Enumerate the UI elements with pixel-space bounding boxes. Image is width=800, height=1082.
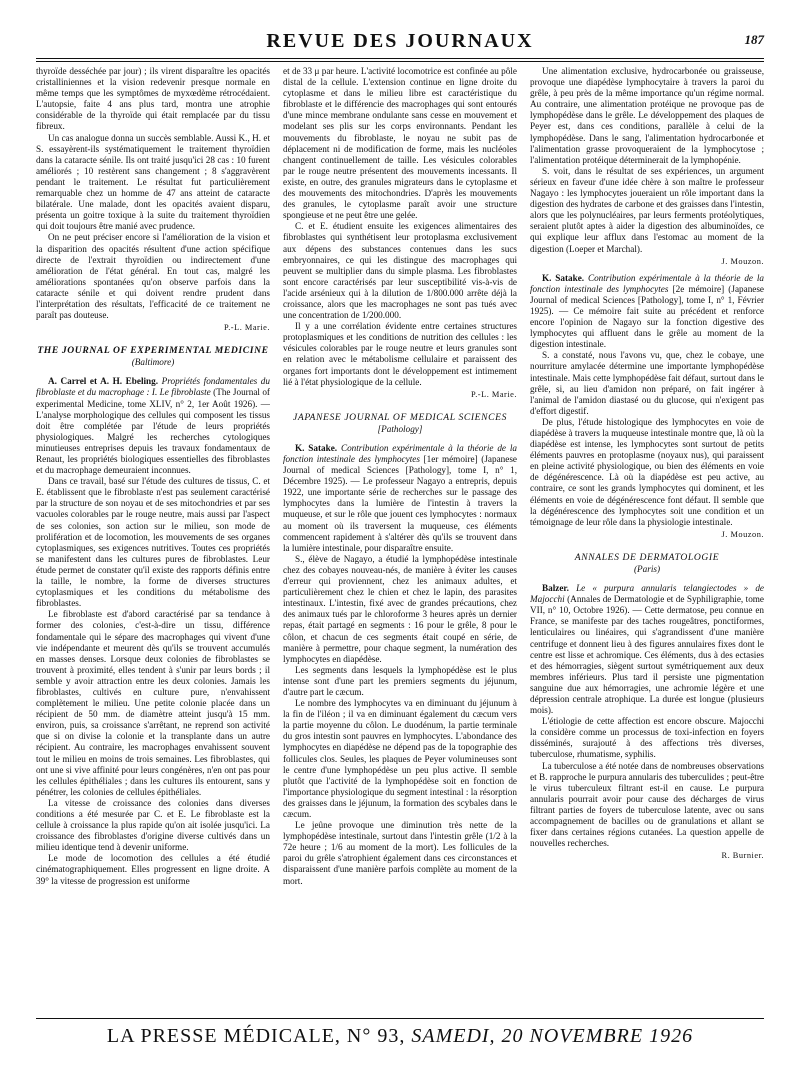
article-entry — [283, 443, 517, 554]
journal-heading: THE JOURNAL OF EXPERIMENTAL MEDICINE — [37, 345, 269, 357]
signature: P.-L. Marie. — [223, 323, 270, 333]
paragraph: La vitesse de croissance des colonies dans diverses conditions a été mesurée par C. et E. Le fibroblaste est la cellule à croissance la plus rapide qu'on ait isolée jusqu'ici. La croissance des fibroblastes d'origine diverse cultivés dans un milieu identique tend à devenir uniforme. — [36, 797, 270, 853]
journal-city: (Baltimore) — [131, 357, 175, 368]
article-columns — [36, 66, 764, 1016]
paragraph: Le fibroblaste est d'abord caractérisé par sa tendance à former des colonies, c'est-à-dire un tissu, différence fondamentale qui le sépare des macrophages qui vivent d'une vie indépendante et meurent dès qu'ils se trouvent accumulés en masses denses. Lorsque deux colonies de fibroblastes se trouvent à proximité, elles tendent à s'unir par leurs bords ; il semble y avoir attraction entre les deux colonies. Jamais les fibroblastes, cultivés en culture pure, n'envahissent complètement le milieu. Une petite colonie placée dans un récipient de 50 mm. de diamètre atteint jusqu'à 15 mm. environ, puis, sa croissance s'arrêtant, ne reprend son activité que si on divise la colonie et la transplante dans un autre récipient. Au contraire, les macrophages envahissent souvent tout le milieu en moins de trois semaines. Les fibroblastes, qui ont une si vive affinité pour leurs congénères, n'en ont pas pour les cellules épithéliales ; dans les cultures ils entourent, sans y pénétrer, les colonies de cellules épithéliales. — [36, 609, 270, 797]
article-entry — [530, 583, 764, 716]
paragraph: Les segments dans lesquels la lymphopédèse est le plus intense sont d'une part les premiers segments du jéjunum, d'autre part le cæcum. — [283, 664, 517, 697]
article-entry — [530, 273, 764, 351]
signature: J. Mouzon. — [721, 529, 764, 539]
header-rule-thin — [36, 61, 764, 62]
article-reference: (Annales de Dermatologie et de Syphiligraphie, tome VII, n° 10, Octobre 1926). — Cette dermatose, peu connue en France, se manifeste par des taches rougeâtres, ponctiformes, lenticulaires ou linéaires, qui s'agrandissent d'une manière centrifuge et donnent lieu à des figures annulaires fixes dont le centre est lisse et achromique. Ces éléments, dus à des ectasies et des hémorragies, siègent surtout symétriquement aux deux membres inférieurs. Plus tard il persiste une pigmentation sanguine due aux hémorragies, une achromie légère et une dépression centrale atrophique. La durée est longue (plusieurs mois). — [530, 594, 764, 716]
paragraph: S. voit, dans le résultat de ses expériences, un argument sérieux en faveur d'une idée chère à son maître le professeur Nagayo : les lymphocytes joueraient un rôle important dans la digestion des hydrates de carbone et des graisses dans l'intestin, alors que les polynucléaires, par leurs ferments protéolytiques, seraient plutôt aptes à aider la digestion des albuminoïdes, ce qui explique leur afflux dans l'estomac au moment de la digestion (Loeper et Marchal). — [530, 165, 764, 254]
paragraph: et de 33 μ par heure. L'activité locomotrice est confinée au pôle distal de la cellule. L'extension continue en ligne droite du cytoplasme et dans le milieu libre est caractéristique du fibroblaste et le différencie des macrophages qui sont entourés d'une mince membrane ondulante sans cesse en mouvement et modelant ses plis sur les corps environnants. Pendant les mouvements du fibroblaste, le noyau ne subit pas de déplacement ni de modification de forme, mais les nucléoles changent continuellement de taille. Les vésicules colorables par le rouge neutre présentent des mouvements incessants. Il existe, en outre, des granules migrateurs dans le cytoplasme et des mouvements des mitochondries. D'après les mouvements des granules, le cytoplasme paraît avoir une structure spongieuse et ne peut être une gelée. — [283, 66, 517, 221]
paragraph: Il y a une corrélation évidente entre certaines structures protoplasmiques et les conditions de nutrition des cellules : les vésicules colorables par le rouge neutre et leurs granules sont en relation avec le métabolisme cellulaire et paraissent des organes fort importants dont le développement est intimement lié à l'état physiologique de la cellule. — [283, 321, 517, 387]
paragraph: C. et E. étudient ensuite les exigences alimentaires des fibroblastes qui synthétisent leur protoplasma exclusivement aux dépens des substances contenues dans les sucs embryonnaires, ce qui les distingue des macrophages qui peuvent se multiplier dans du simple plasma. Les fibroblastes sont encore caractérisés par leur susceptibilité vis-à-vis de l'acide arsénieux qui à la dilution de 1/800.000 arrête déjà la croissance, alors que les macrophages ne sont pas tués avec une concentration de 1/200.000. — [283, 221, 517, 321]
article-title: Contribution expérimentale à la théorie de la fonction intestinale des lymphocytes — [530, 272, 764, 294]
paragraph: S., élève de Nagayo, a étudié la lymphopédèse intestinale chez des cobayes nouveau-nés, de manière à éviter les causes d'erreur qui proviennent, chez les animaux adultes, et particulièrement chez le chien et chez le lapin, des parasites intestinaux. L'intestin, fixé avec de grandes précautions, chez des animaux tués par le chloroforme 3 heures après un dernier repas, était partagé en segments : 16 pour le grêle, 8 pour le côlon, et chacun de ces segments était coupé en série, de manière à permettre, pour chaque segment, la numération des lymphocytes en diapédèse. — [283, 553, 517, 664]
article-authors: K. Satake. — [295, 442, 338, 453]
article-title: Propriétés fondamentales du fibroblaste et du macrophage : I. Le fibroblaste — [36, 376, 270, 398]
header-rule — [36, 58, 764, 59]
paragraph: Un cas analogue donna un succès semblable. Aussi K., H. et S. essayèrent-ils systématiquement le traitement thyroïdien dans la cataracte sénile. Ils ont traité jusqu'ici 28 cas : 10 furent améliorés ; 10 restèrent sans changement ; 8 s'aggravèrent pendant le traitement. Le résultat fut particulièrement remarquable chez un homme de 47 ans atteint de cataracte bilatérale. Une malade, dont les opacités avaient disparu, présenta un goitre toxique à la suite du traitement thyroïdien qui doit toujours être manié avec prudence. — [36, 132, 270, 232]
signature: P.-L. Marie. — [470, 389, 517, 399]
paragraph: S. a constaté, nous l'avons vu, que, chez le cobaye, une nourriture amylacée détermine une importante lymphopédèse intestinale. Mais cette lymphopédèse fait défaut, surtout dans le grêle, si, au lieu d'amidon non préparé, on fait ingérer à l'animal de l'amidon diastasé ou du glucose, qui n'exigent pas d'effort digestif. — [530, 350, 764, 416]
paragraph: Le jeûne provoque une diminution très nette de la lymphopédèse intestinale, surtout dans l'intestin grêle (1/2 à la 72e heure ; 1/6 au moment de la mort). Les follicules de la paroi du grêle s'atrophient également dans ces circonstances et disparaissent d'une manière parfois complète au moment de la mort. — [283, 820, 517, 886]
journal-section-title: REVUE DES JOURNAUX — [266, 30, 534, 52]
footer-journal: LA PRESSE MÉDICALE, N° 93, — [106, 1025, 406, 1047]
article-reference: (The Journal of experimental Medicine, tome XLIV, n° 2, 1er Août 1926). — L'analyse morphologique des cellules qui composent les tissus doit être complétée par l'étude de leurs propriétés physiologiques. Malgré les recherches cytologiques minutieuses entreprises depuis les travaux fondamentaux de Renaut, les propriétés biologiques essentielles des fibroblastes et du macrophage demeuraient inconnues. — [36, 387, 270, 476]
page-footer — [36, 1018, 764, 1048]
journal-heading: JAPANESE JOURNAL OF MEDICAL SCIENCES — [293, 411, 507, 423]
column-middle — [283, 66, 517, 1016]
article-title: Le « purpura annularis telangiectodes » de Majocchi — [530, 583, 764, 605]
journal-section: [Pathology] — [377, 423, 423, 434]
signature: J. Mouzon. — [721, 256, 764, 266]
journal-heading: ANNALES DE DERMATOLOGIE — [574, 551, 720, 563]
paragraph: Une alimentation exclusive, hydrocarbonée ou graisseuse, provoque une diapédèse lymphocytaire à travers la paroi du grêle, à peu près de la même importance qu'un régime normal. Au contraire, une alimentation protéique ne provoque pas de lymphopédèse dans le grêle. Le développement des plaques de Peyer est, dans ces conditions, parallèle à celui de la lymphopédèse. Dans le sang, l'alimentation hydrocarbonée et l'alimentation grasse provoqueraient de la lymphocytose ; l'alimentation protéique déterminerait de la lymphopénie. — [530, 66, 764, 165]
article-authors: Balzer. — [542, 583, 569, 594]
signature: R. Burnier. — [721, 851, 764, 861]
paragraph: Le mode de locomotion des cellules a été étudié cinématographiquement. Elles progressent en ligne droite. A 39° la vitesse de progression est uniforme — [36, 853, 270, 886]
journal-city: (Paris) — [633, 563, 661, 574]
paragraph: thyroïde desséchée par jour) ; ils virent disparaître les opacités cristalliniennes et la vision redevenir presque normale en même temps que les symptômes de myxœdème rétrocédaient. L'autopsie, faite 4 ans plus tard, montra une atrophie considérable de la thyroïde qui était remplacée par du tissu fibreux. — [36, 66, 270, 132]
paragraph: On ne peut préciser encore si l'amélioration de la vision et la disparition des opacités résultent d'une action spécifique directe de l'extrait thyroïdien ou indirectement d'une amélioration de l'état général. En tout cas, malgré les améliorations spontanées qu'on observe parfois dans la cataracte sénile et qui doivent rendre prudent dans l'interprétation des résultats, l'efficacité de ce traitement ne paraît pas douteuse. — [36, 232, 270, 321]
article-authors: A. Carrel et A. H. Ebeling. — [48, 376, 159, 387]
article-authors: K. Satake. — [542, 272, 585, 283]
article-entry — [36, 376, 270, 476]
paragraph: La tuberculose a été notée dans de nombreuses observations et B. rapproche le purpura annularis des tuberculides ; peut-être le virus tuberculeux filtrant est-il en cause. Le purpura annularis pourrait avoir pour cause des décharges de virus filtrant parties de foyers de tuberculose latente, avec ou sans accompagnement de bacilles ou de granulations et allant se fixer dans certaines régions cutanées. La question appelle de nouvelles recherches. — [530, 760, 764, 849]
page-number: 187 — [744, 32, 764, 47]
footer-date: SAMEDI, 20 NOVEMBRE 1926 — [411, 1025, 694, 1047]
paragraph: Dans ce travail, basé sur l'étude des cultures de tissus, C. et E. établissent que le fibroblaste n'est pas seulement caractérisé par la structure de son noyau et de ses mitochondries et par ses vacuoles colorables par le rouge neutre, mais aussi par l'aspect de ses colonies, son action sur le milieu, son mode de prolifération et de locomotion, les mouvements de ses organes cytoplasmiques, ses exigences nutritives. Toutes ces propriétés se manifestent dans les cultures pures de fibroblastes. Leur étude permet de constater qu'il existe des rapports définis entre la taille, le nombre, la forme de diverses structures cytoplasmiques et les conditions du métabolisme des fibroblastes. — [36, 476, 270, 609]
paragraph: De plus, l'étude histologique des lymphocytes en voie de diapédèse à travers la muqueuse intestinale montre que, là où la diapédèse est intense, les lymphocytes sont surtout de petits éléments pauvres en protoplasme (noyaux nus), qui paraissent en pleine activité physiologique, ou bien des éléments en voie de dégénérescence. Là où la diapédèse est peu active, au contraire, ce sont les grands lymphocytes qui dominent, et les éléments en voie de dégénérescence font défaut. Il semble que la dégénérescence des lymphocytes soit une condition et un témoignage de leur rôle dans la physiologie intestinale. — [530, 416, 764, 527]
column-right — [530, 66, 764, 1016]
article-reference: [2e mémoire] (Japanese Journal of medical Sciences [Pathology], tome I, n° 1, Février 1925). — Ce mémoire fait suite au précédent et renforce encore l'opinion de Nagayo sur la fonction digestive des lymphocytes qui affluent dans le grêle au moment de la digestion intestinale. — [530, 283, 764, 350]
paragraph: Le nombre des lymphocytes va en diminuant du jéjunum à la fin de l'iléon ; il va en diminuant également du cæcum vers la partie moyenne du côlon. Le duodénum, la partie terminale du gros intestin sont pauvres en lymphocytes. L'abondance des lymphocytes en diapédèse ne dépend pas de la topographie des follicules clos. Seules, les plaques de Peyer volumineuses sont le centre d'une lymphopédèse un peu plus active. Il semble plutôt que l'activité de la lymphopédèse soit en fonction de l'importance physiologique du segment intestinal : la résorption des graisses dans le jéjunum, la formation des scybales dans le cæcum. — [283, 698, 517, 819]
paragraph: L'étiologie de cette affection est encore obscure. Majocchi la considère comme un processus de toxi-infection en foyers disséminés, surajouté à des affections très diverses, tuberculose, rhumatisme, syphilis. — [530, 716, 764, 760]
column-left — [36, 66, 270, 1016]
article-title: Contribution expérimentale à la théorie de la fonction intestinale des lymphocytes — [283, 442, 517, 464]
article-reference: [1er mémoire] (Japanese Journal of medical Sciences [Pathology], tome I, n° 1, Décembre 1925). — Le professeur Nagayo a entrepris, depuis 1922, une importante série de recherches sur le passage des lymphocytes dans la lumière de l'intestin à travers la muqueuse, et sur le rôle que jouent ces lymphocytes : normaux au moment où ils traversent la muqueuse, ces éléments commencent rapidement à s'altérer dès qu'ils se trouvent dans la lumière intestinale, pour disparaître ensuite. — [283, 454, 517, 553]
